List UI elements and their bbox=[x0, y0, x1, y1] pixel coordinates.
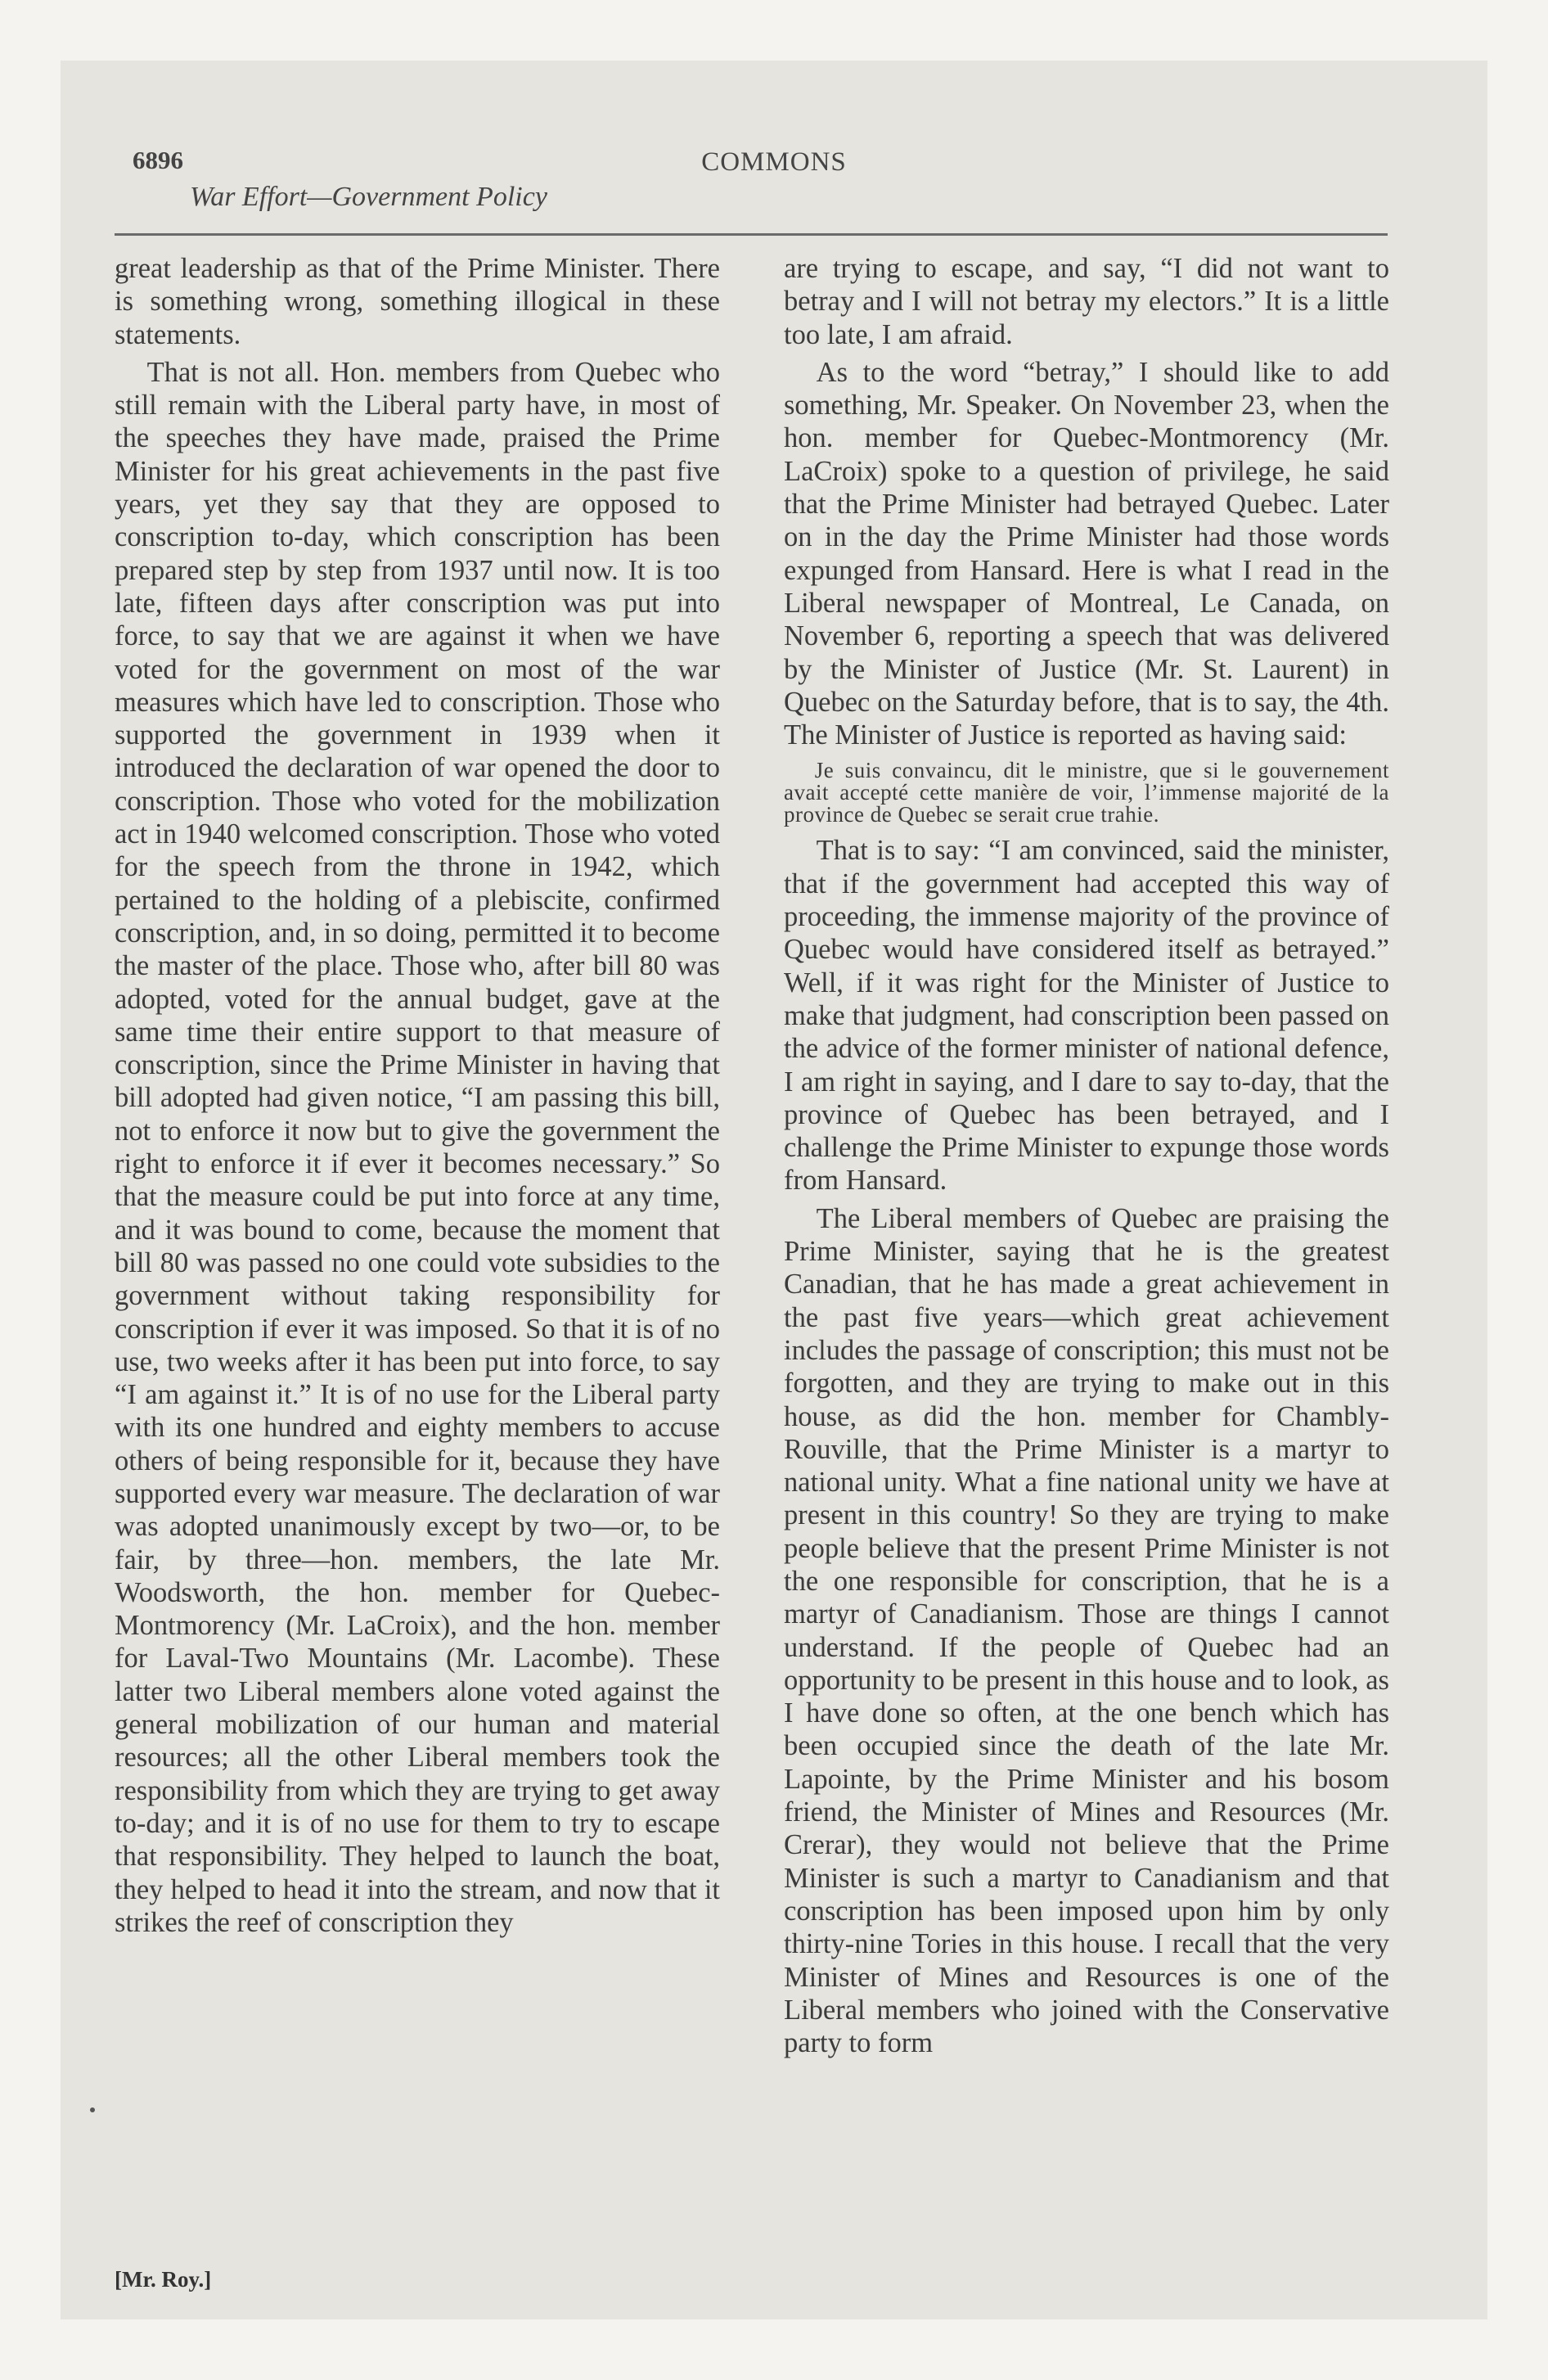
right-column bbox=[784, 252, 1389, 2059]
paragraph: are trying to escape, and say, “I did not want to betray and I will not betray my electors.” It is a little too late, I am afraid. bbox=[784, 253, 1389, 350]
speaker-tag: [Mr. Roy.] bbox=[115, 2267, 212, 2292]
page-number: 6896 bbox=[133, 146, 183, 174]
paragraph: That is to say: “I am convinced, said the minister, that if the government had accepted this way of proceeding, the immense majority of the province of Quebec would have considered itself as betrayed.” Well, if it was right for the Minister of Justice to make that judgment, had conscription been passed on the advice of the former minister of national defence, I am right in saying, and I dare to say to-day, that the province of Quebec has been betrayed, and I challenge the Prime Minister to expunge those words from Hansard. bbox=[784, 835, 1389, 1197]
margin-mark bbox=[90, 2107, 95, 2112]
left-column bbox=[115, 252, 720, 1939]
section-title: War Effort—Government Policy bbox=[190, 182, 547, 212]
header-rule bbox=[115, 233, 1388, 236]
paragraph: great leadership as that of the Prime Minister. There is something wrong, something illogical in these statements. bbox=[115, 253, 720, 350]
paragraph: The Liberal members of Quebec are praising the Prime Minister, saying that he is the greatest Canadian, that he has made a great achievement in the past five years—which great achievement includes the passage of conscription; this must not be forgotten, and they are trying to make out in this house, as did the hon. member for Chambly-Rouville, that the Prime Minister is a martyr to national unity. What a fine national unity we have at present in this country! So they are trying to make people believe that the present Prime Minister is not the one responsible for conscription, that he is a martyr of Canadianism. Those are things I cannot understand. If the people of Quebec had an opportunity to be present in this house and to look, as I have done so often, at the one bench which has been occupied since the death of the late Mr. Lapointe, by the Prime Minister and his bosom friend, the Minister of Mines and Resources (Mr. Crerar), they would not believe that the Prime Minister is such a martyr to Canadianism and that conscription has been imposed upon him by only thirty-nine Tories in this house. I recall that the very Minister of Mines and Resources is one of the Liberal members who joined with the Conservative party to form bbox=[784, 1202, 1389, 2059]
paragraph: As to the word “betray,” I should like to add something, Mr. Speaker. On November 23, when the hon. member for Quebec-Montmorency (Mr. LaCroix) spoke to a question of privilege, he said that the Prime Minister had betrayed Quebec. Later on in the day the Prime Minister had those words expunged from Hansard. Here is what I read in the Liberal newspaper of Montreal, Le Canada, on November 6, reporting a speech that was delivered by the Minister of Justice (Mr. St. Laurent) in Quebec on the Saturday before, that is to say, the 4th. The Minister of Justice is reported as having said: bbox=[784, 356, 1389, 751]
french-quote: Je suis convaincu, dit le ministre, que si le gouvernement avait accepté cette manière de voir, l’immense majorité de la province de Quebec se serait crue trahie. bbox=[784, 758, 1389, 827]
paragraph: That is not all. Hon. members from Quebec who still remain with the Liberal party have, in most of the speeches they have made, praised the Prime Minister for his great achievements in the past five years, yet they say that they are opposed to conscription to-day, which conscription has been prepared step by step from 1937 until now. It is too late, fifteen days after conscription was put into force, to say that we are against it when we have voted for the government on most of the war measures which have led to conscription. Those who supported the government in 1939 when it introduced the declaration of war opened the door to conscription. Those who voted for the mobilization act in 1940 welcomed conscription. Those who voted for the speech from the throne in 1942, which pertained to the holding of a plebiscite, confirmed conscription, and, in so doing, permitted it to become the master of the place. Those who, after bill 80 was adopted, voted for the annual budget, gave at the same time their entire support to that measure of conscription, since the Prime Minister in having that bill adopted had given notice, “I am passing this bill, not to enforce it now but to give the government the right to enforce it if ever it becomes necessary.” So that the measure could be put into force at any time, and it was bound to come, because the moment that bill 80 was passed no one could vote subsidies to the government without taking responsibility for conscription if ever it was imposed. So that it is of no use, two weeks after it has been put into force, to say “I am against it.” It is of no use for the Liberal party with its one hundred and eighty members to accuse others of being responsible for it, because they have supported every war measure. The declaration of war was adopted unanimously except by two—or, to be fair, by three—hon. members, the late Mr. Woodsworth, the hon. member for Quebec-Montmorency (Mr. LaCroix), and the hon. member for Laval-Two Mountains (Mr. Lacombe). These latter two Liberal members alone voted against the general mobilization of our human and material resources; all the other Liberal members took the responsibility from which they are trying to get away to-day; and it is of no use for them to try to escape that responsibility. They helped to launch the boat, they helped to head it into the stream, and now that it strikes the reef of conscription they bbox=[115, 356, 720, 1938]
running-head: COMMONS bbox=[701, 147, 847, 177]
